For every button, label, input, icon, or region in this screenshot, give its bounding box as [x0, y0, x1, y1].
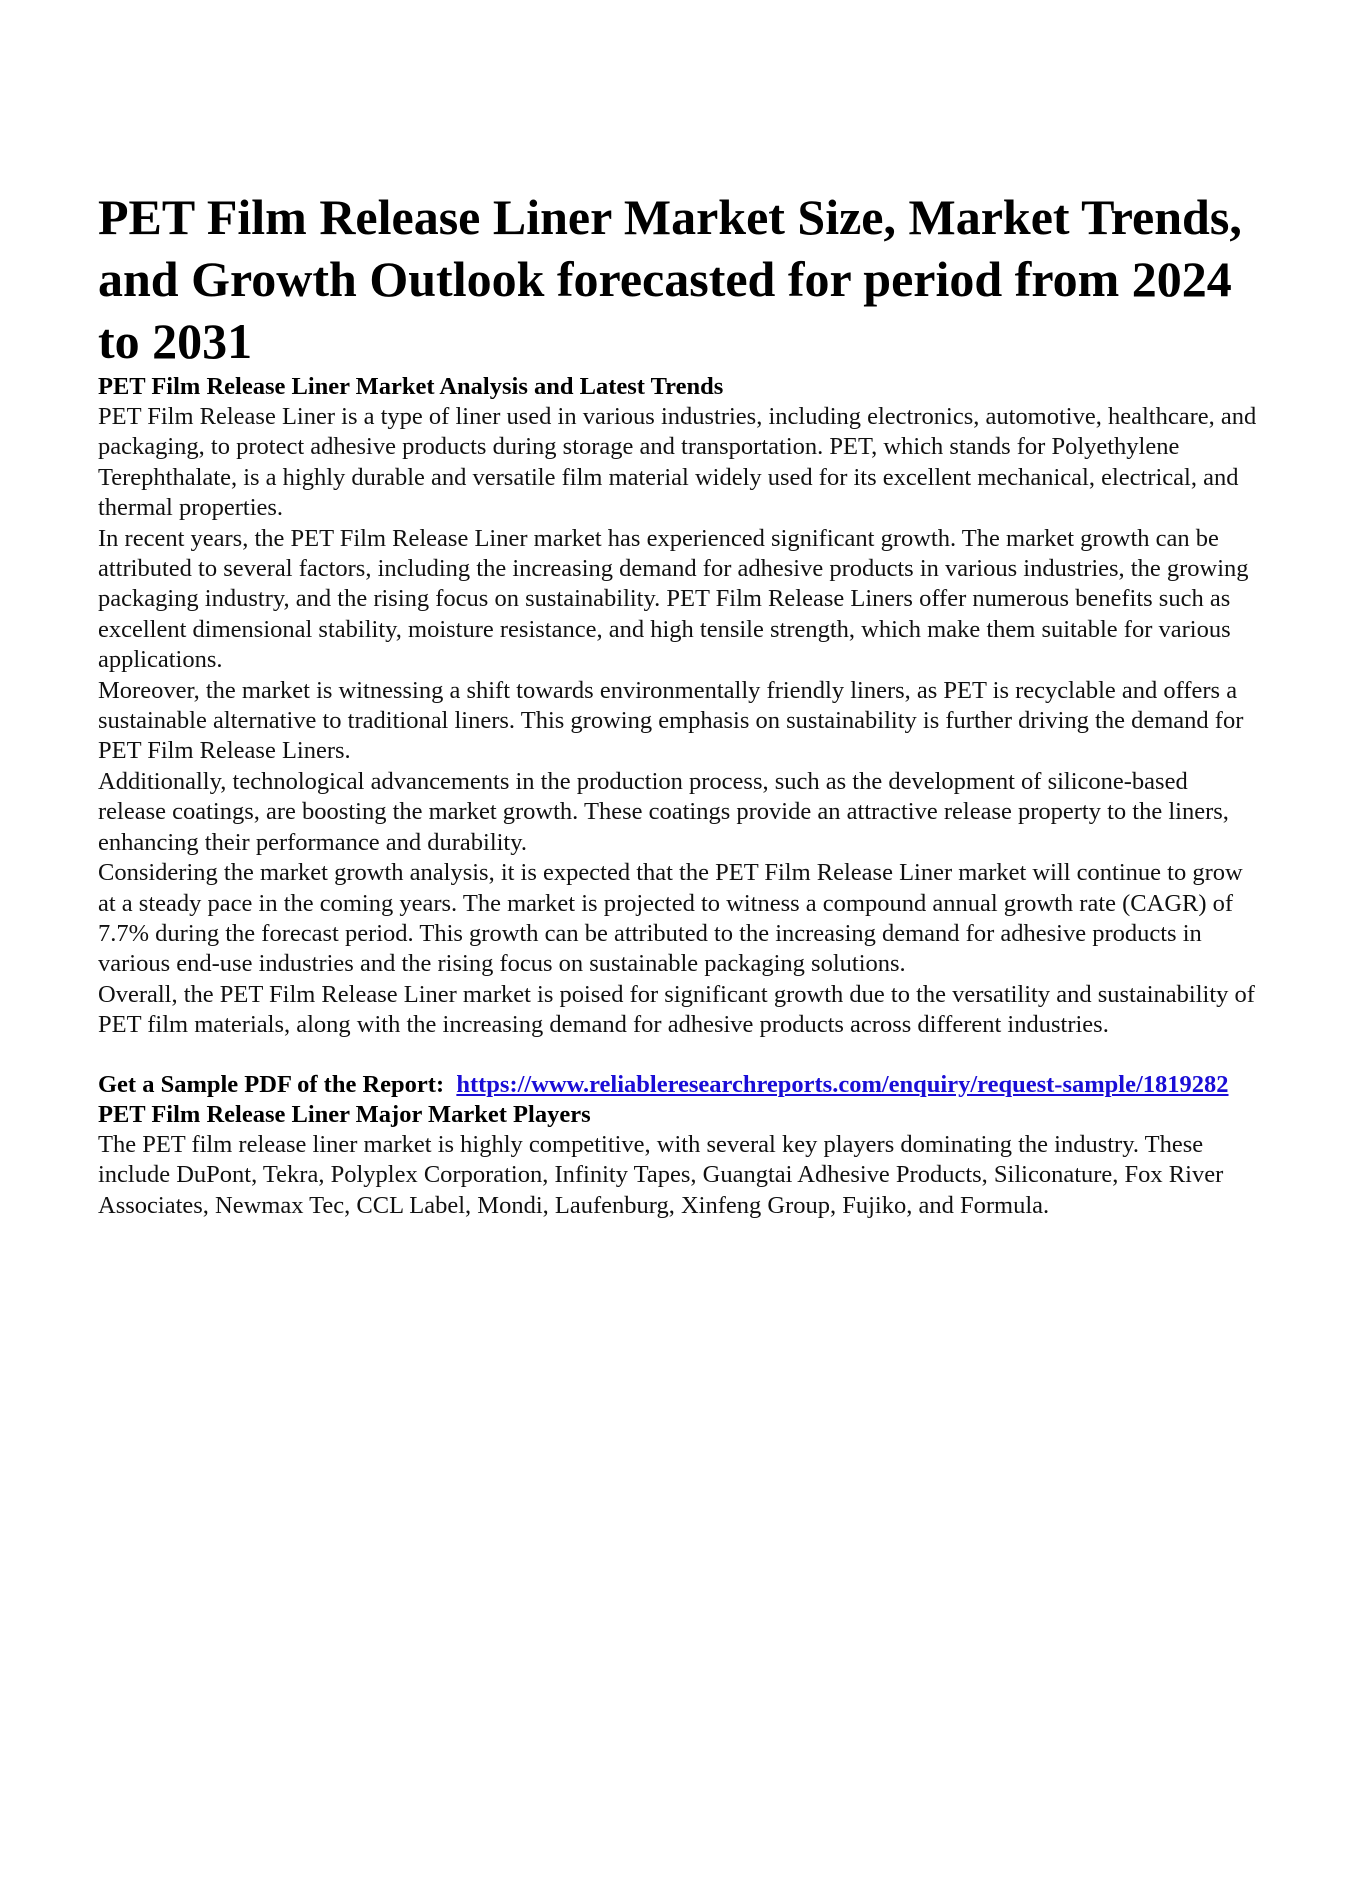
paragraph-sustainability: Moreover, the market is witnessing a shift towards environmentally friendly liners, as PET is recyclable and offers a sustainable alternative to traditional liners. This growing emphasis on sustainability is further driving the demand for PET Film Release Liners. — [98, 676, 1244, 765]
paragraph-technology: Additionally, technological advancements in the production process, such as the development of silicone-based release coatings, are boosting the market growth. These coatings provide an attractive release property to the liners, enhancing their performance and durability. — [98, 767, 1229, 856]
sample-pdf-link[interactable]: https://www.reliableresearchreports.com/enquiry/request-sample/1819282 — [456, 1070, 1229, 1098]
section-heading-players: PET Film Release Liner Major Market Players — [98, 1100, 591, 1128]
paragraph-recent-growth: In recent years, the PET Film Release Liner market has experienced significant growth. The market growth can be attributed to several factors, including the increasing demand for adhesive products in various industries, the growing packaging industry, and the rising focus on sustainability. PET Film Release Liners offer numerous benefits such as excellent dimensional stability, moisture resistance, and high tensile strength, which make them suitable for various applications. — [98, 524, 1249, 674]
sample-pdf-label: Get a Sample PDF of the Report: — [98, 1070, 451, 1098]
paragraph-market-players: The PET film release liner market is highly competitive, with several key players dominating the industry. These include DuPont, Tekra, Polyplex Corporation, Infinity Tapes, Guangtai Adhesive Products, Siliconature, Fox River Associates, Newmax Tec, CCL Label, Mondi, Laufenburg, Xinfeng Group, Fujiko, and Formula. — [98, 1130, 1224, 1219]
document-page — [98, 186, 1258, 1221]
paragraph-cagr-forecast: Considering the market growth analysis, it is expected that the PET Film Release Liner market will continue to grow at a steady pace in the coming years. The market is projected to witness a compound annual growth rate (CAGR) of 7.7% during the forecast period. This growth can be attributed to the increasing demand for adhesive products in various end-use industries and the rising focus on sustainable packaging solutions. — [98, 859, 1243, 978]
page-title: PET Film Release Liner Market Size, Market Trends, and Growth Outlook forecasted for period from 2024 to 2031 — [98, 189, 1242, 369]
paragraph-overall: Overall, the PET Film Release Liner market is poised for significant growth due to the versatility and sustainability of PET film materials, along with the increasing demand for adhesive products across different industries. — [98, 980, 1255, 1039]
section-heading-analysis: PET Film Release Liner Market Analysis and Latest Trends — [98, 373, 724, 400]
paragraph-definition: PET Film Release Liner is a type of liner used in various industries, including electronics, automotive, healthcare, and packaging, to protect adhesive products during storage and transportation. PET, which stands for Polyethylene Terephthalate, is a highly durable and versatile film material widely used for its excellent mechanical, electrical, and thermal properties. — [98, 403, 1257, 522]
sample-pdf-cta — [98, 1070, 1258, 1100]
